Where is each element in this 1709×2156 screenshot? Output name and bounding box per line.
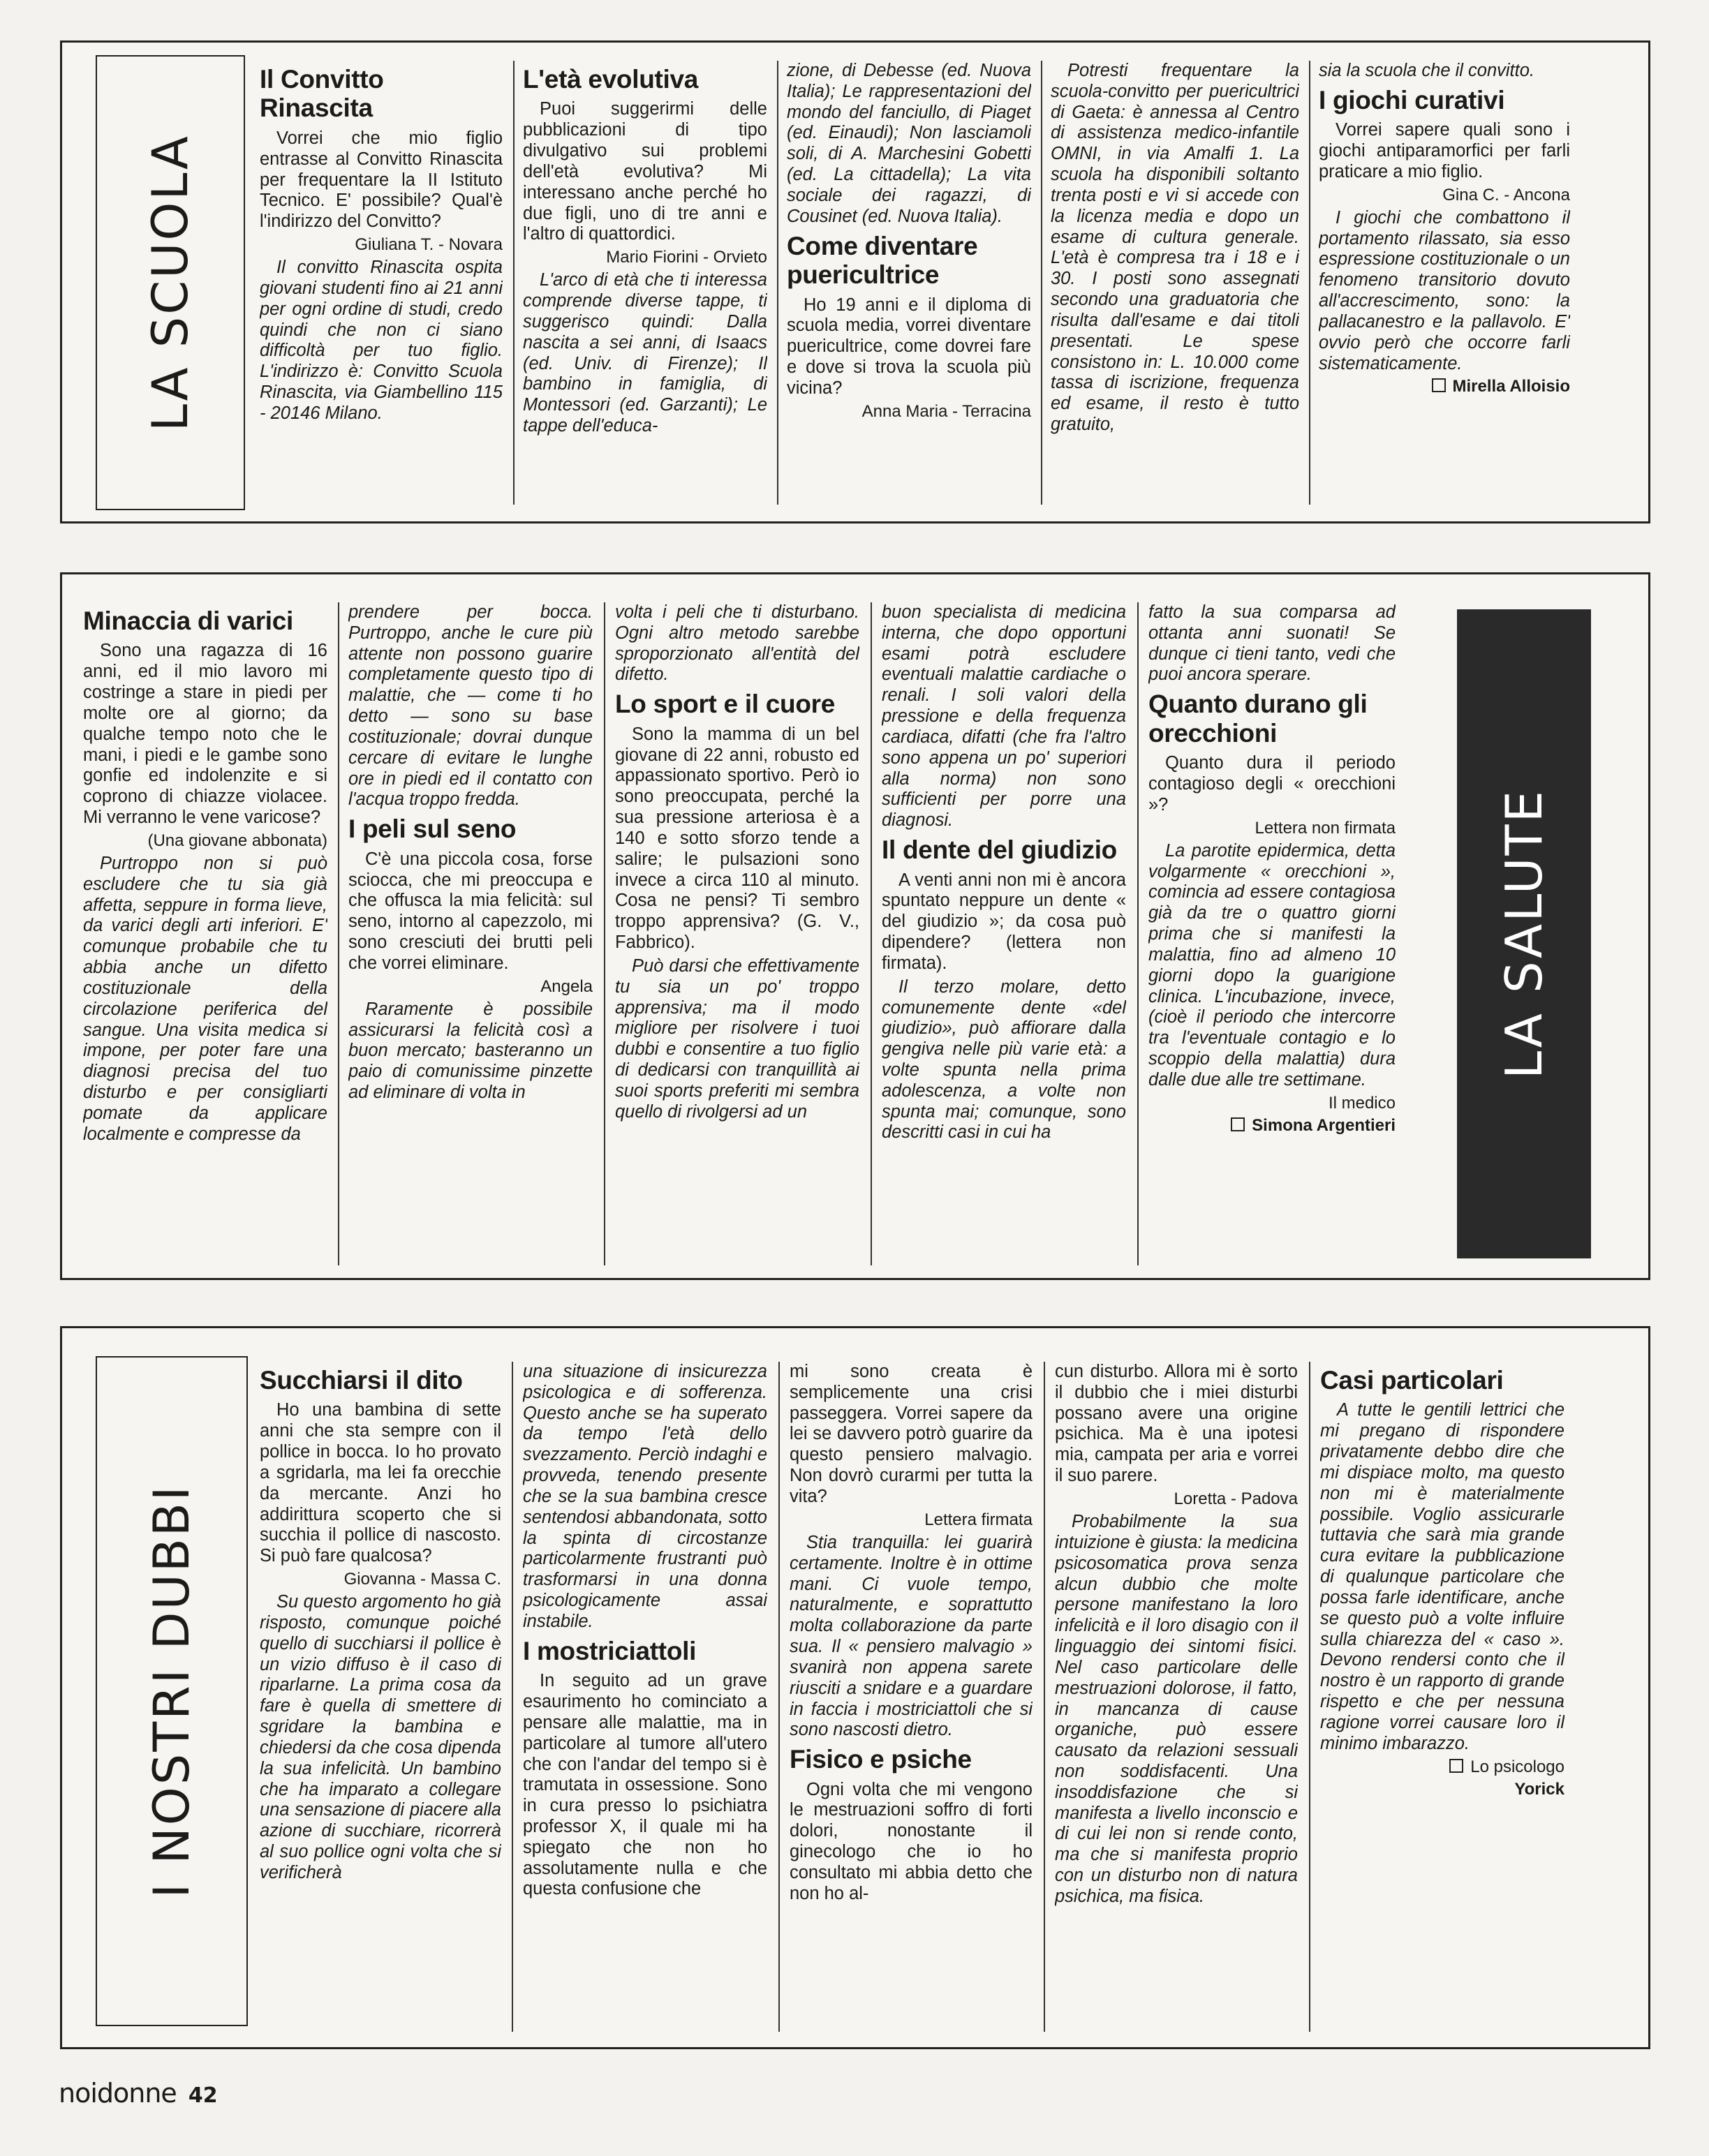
column-2 <box>523 61 767 514</box>
section-label-dubbi: I NOSTRI DUBBI <box>143 1484 200 1898</box>
page-number: 42 <box>188 2083 218 2108</box>
answer-dente-part1: Il terzo molare, detto comunemente dente «del giudizio», può affiorare dalla gengiva nelle più varie età: a volte spunta nella prima adolescenza, a volte non spunta mai; comunque, sono descritti casi in cui ha <box>882 976 1126 1143</box>
author-scuola <box>1319 377 1570 396</box>
author-name-salute: Simona Argentieri <box>1252 1115 1396 1135</box>
answer-dente-part2: fatto la sua comparsa ad ottanta anni suonati! Se dunque ci tieni tanto, vedi che puoi ancora sperare. <box>1148 602 1396 685</box>
answer-puericultrice-part1: Potresti frequentare la scuola-convitto per puericultrici di Gaeta: è annessa al Centro di assistenza medico-infantile OMNI, in via Amalfi 1. La scuola ha disponibili soltanto trenta posti e vi si accede con la licenza media e dopo un esame di cultura generale. L'età è compresa tra i 18 e i 30. I posti sono assegnati secondo una graduatoria che risulta dall'esame e dai titoli presentati. Le spese consistono in: L. 10.000 come tassa di iscrizione, frequenza ed esame, il resto è tutto gratuito, <box>1051 61 1299 435</box>
signature-giochi: Gina C. - Ancona <box>1442 185 1570 205</box>
answer-puericultrice-part2: sia la scuola che il convitto. <box>1319 61 1534 80</box>
answer-eta-part1: L'arco di età che ti interessa comprende diverse tappe, ti suggerisco quindi: Dalla nascita a sei anni, di Isaacs (ed. Univ. di Firenze); Il bambino in famiglia, di Montessori (ed. Garzanti); Le tappe dell'educa- <box>523 270 767 436</box>
column-divider <box>604 602 605 1265</box>
question-dente: A venti anni non mi è ancora spuntato neppure un dente « del giudizio »; da cosa può dipendere? (lettera non firmata). <box>882 870 1126 973</box>
column-divider <box>778 1362 780 2032</box>
article-title-eta: L'età evolutiva <box>523 65 699 94</box>
article-title-dito: Succhiarsi il dito <box>260 1366 463 1395</box>
role-label-dubbi: Lo psicologo <box>1470 1757 1564 1776</box>
section-label-box-dubbi <box>96 1356 248 2026</box>
column-5 <box>1148 602 1396 1271</box>
section-dubbi <box>60 1326 1650 2049</box>
signature-varici: (Una giovane abbonata) <box>147 831 327 850</box>
column-divider <box>871 602 872 1265</box>
column-5 <box>1320 1362 1564 2046</box>
author-name-scuola: Mirella Alloisio <box>1452 377 1570 396</box>
section-salute <box>60 572 1650 1280</box>
signature-mostriciattoli: Lettera firmata <box>924 1510 1033 1529</box>
signature-convitto: Giuliana T. - Novara <box>355 235 503 255</box>
column-3 <box>615 602 859 1271</box>
page-footer <box>59 2078 218 2109</box>
article-title-peli: I peli sul seno <box>348 815 517 844</box>
column-divider <box>338 602 339 1265</box>
column-2 <box>348 602 593 1271</box>
column-1 <box>260 61 503 514</box>
column-divider <box>1041 61 1042 505</box>
column-divider <box>1309 1362 1310 2032</box>
question-convitto: Vorrei che mio figlio entrasse al Convitto Rinascita per frequentare la II Istituto Tecnico. E' possibile? Qual'è l'indirizzo del Convitto? <box>260 128 503 232</box>
answer-fisico: Probabilmente la sua intuizione è giusta: la medicina psicosomatica prova senza alcun dubbio che molte persone manifestano la loro infelicità e il loro disagio con il linguaggio dei sintomi fisici. Nel caso particolare delle mestruazioni dolorose, il fatto, in mancanza di cause organiche, può essere causato da relazioni sessuali non soddisfacenti. Una insoddisfazione che si manifesta a livello inconscio e di cui lei non si rende conto, ma che si manifesta proprio con un disturbo non di natura psichica, ma fisica. <box>1055 1512 1298 1906</box>
column-divider <box>1137 602 1139 1265</box>
article-title-giochi: I giochi curativi <box>1319 85 1505 114</box>
column-1 <box>260 1362 501 2046</box>
signature-dito: Giovanna - Massa C. <box>343 1570 501 1589</box>
question-mostriciattoli-part2: mi sono creata è semplicemente una crisi passeggera. Vorrei sapere da lei se davvero potrò guarire da questo pensiero malvagio. Non dovrò curarmi per tutta la vita? <box>790 1362 1033 1506</box>
signature-orecchioni: Lettera non firmata <box>1255 818 1396 838</box>
signature-fisico: Loretta - Padova <box>1174 1489 1298 1508</box>
square-bullet-icon <box>1231 1117 1245 1131</box>
square-bullet-icon <box>1432 378 1446 392</box>
article-title-mostriciattoli: I mostriciattoli <box>523 1636 697 1665</box>
section-label-box-scuola <box>96 55 245 510</box>
column-3 <box>787 61 1031 514</box>
answer-peli-part1: Raramente è possibile assicurarsi la felicità così a buon mercato; basteranno un paio di comunissime pinzette ad eliminare di volta in <box>348 999 593 1103</box>
answer-sport-part1: Può darsi che effettivamente tu sia un po' troppo apprensiva; ma il modo migliore per risolvere i tuoi dubbi e consentire a tuo figlio di dedicarsi con tranquillità ai suoi sports preferiti mi sembra quello di rivolgersi ad un <box>615 956 859 1122</box>
author-salute <box>1148 1116 1396 1136</box>
column-divider <box>1309 61 1310 505</box>
column-divider <box>512 1362 513 2032</box>
signature-puericultrice: Anna Maria - Terracina <box>861 401 1031 421</box>
column-4 <box>882 602 1126 1271</box>
column-4 <box>1055 1362 1298 2046</box>
section-label-band-salute <box>1457 609 1591 1258</box>
answer-convitto: Il convitto Rinascita ospita giovani studenti fino ai 21 anni per ogni ordine di studi, credo quindi che non ci siano difficoltà per tuo figlio. L'indirizzo è: Convitto Scuola Rinascita, via Giambellino 115 - 20146 Milano. <box>260 258 503 423</box>
article-title-casi: Casi particolari <box>1320 1366 1504 1395</box>
question-dito: Ho una bambina di sette anni che sta sempre con il pollice in bocca. Io ho provato a sgridarla, ma lei fa orecchie da mercante. Anzi ho addirittura scoperto che si succhia il pollice di nascosto. Si può fare qualcosa? <box>260 1400 501 1566</box>
column-1 <box>83 602 327 1271</box>
section-label-salute: LA SALUTE <box>1495 789 1553 1079</box>
question-puericultrice: Ho 19 anni e il diploma di scuola media, vorrei diventare puericultrice, come dovrei fare e dove si trova la scuola più vicina? <box>787 295 1031 398</box>
signature-eta: Mario Fiorini - Orvieto <box>606 248 767 267</box>
answer-varici-part1: Purtroppo non si può escludere che tu sia già affetta, seppure in forma lieve, da varici degli arti inferiori. E' comunque probabile che tu abbia anche un difetto costituzionale della circolazione periferica del sangue. Una visita medica si impone, per poter fare una diagnosi precisa del tuo disturbo e per consigliarti pomate da applicare localmente e compresse da <box>83 853 327 1144</box>
signature-peli: Angela <box>540 976 593 996</box>
column-5 <box>1319 61 1570 514</box>
section-scuola <box>60 40 1650 523</box>
answer-peli-part2: volta i peli che ti disturbano. Ogni altro metodo sarebbe sproporzionato all'entità del difetto. <box>615 602 859 685</box>
answer-dito-part1: Su questo argomento ho già risposto, comunque poiché quello di succhiarsi il pollice è un vizio diffuso è il caso di riparlarne. La prima cosa da fare è quella di smettere di sgridare la bambina e chiedersi da che cosa dipenda la sua infelicità. Un bambino che ha imparato a collegare una sensazione di piacere alla azione di succhiare, ricorrerà al suo pollice ogni volta che si verificherà <box>260 1592 501 1882</box>
magazine-name: noidonne <box>59 2078 177 2109</box>
section-label-scuola: LA SCUOLA <box>142 134 199 431</box>
body-casi: A tutte le gentili lettrici che mi pregano di rispondere privatamente debbo dire che mi dispiace molto, ma questo non mi è materialmente possibile. Voglio assicurarle tuttavia che sarà mia grande cura evitare la pubblicazione di qualunque particolare che possa farle identificare, anche se questo può a volte influire sulla chiarezza del « caso ». Devono rendersi conto che il nostro è un rapporto di grande rispetto e che per nessuna ragione vorrei causare loro il minimo imbarazzo. <box>1320 1400 1564 1753</box>
question-sport: Sono la mamma di un bel giovane di 22 anni, robusto ed appassionato sportivo. Però io sono preoccupata, perché la sua pressione arteriosa è a 140 e sotto sforzo tende a salire; le pulsazioni sono invece a circa 110 al minuto. Cosa ne pensi? Ti sembro troppo apprensiva? (G. V., Fabbrico). <box>615 724 859 953</box>
column-3 <box>790 1362 1033 2046</box>
answer-dito-part2: una situazione di insicurezza psicologica e di sofferenza. Questo anche se ha superato da tempo l'età dello svezzamento. Perciò indaghi e provveda, tenendo presente che se la sua bambina cresce sentendosi abbandonata, sotto la spinta di circostanze particolarmente frustranti può trasformarsi in una donna psicologicamente assai instabile. <box>523 1362 767 1631</box>
question-eta: Puoi suggerirmi delle pubblicazioni di tipo divulgativo sui problemi dell'età evolutiva? Mi interessano anche perché ho due figli, uno di tre anni e l'altro di quattordici. <box>523 99 767 244</box>
answer-orecchioni: La parotite epidermica, detta volgarmente « orecchioni », comincia ad essere contagiosa già da tre o quattro giorni prima che si manifesti la malattia, fino ad almeno 10 giorni dopo la guarigione clinica. L'incubazione, invece, (cioè il periodo che intercorre tra l'eventuale contagio e lo scoppio della malattia) dura dalle due alle tre settimane. <box>1148 840 1396 1090</box>
question-fisico-part2: cun disturbo. Allora mi è sorto il dubbio che i miei disturbi possano avere una origine psichica. Ma è una ipotesi mia, campata per aria e vorrei il suo parere. <box>1055 1362 1298 1486</box>
question-fisico-part1: Ogni volta che mi vengono le mestruazioni soffro di forti dolori, nonostante il ginecologo che io ho consultato mi abbia detto che non ho al- <box>790 1779 1033 1903</box>
square-bullet-icon <box>1449 1759 1463 1773</box>
article-title-orecchioni: Quanto durano gli orecchioni <box>1148 690 1368 748</box>
question-giochi: Vorrei sapere quali sono i giochi antiparamorfici per farli praticare a mio figlio. <box>1319 120 1570 181</box>
role-salute: Il medico <box>1328 1093 1396 1113</box>
article-title-sport: Lo sport e il cuore <box>615 690 836 719</box>
author-dubbi: Yorick <box>1514 1779 1564 1799</box>
article-title-dente: Il dente del giudizio <box>882 835 1117 865</box>
question-varici: Sono una ragazza di 16 anni, ed il mio lavoro mi costringe a stare in piedi per molte ore al giorno; da qualche tempo noto che le mani, i piedi e le gambe sono gonfie ed indolenzite e si coprono di chiazze violacee. Mi verranno le vene varicose? <box>83 641 327 828</box>
answer-sport-part2: buon specialista di medicina interna, che dopo opportuni esami potrà escludere eventuali malattie cardiache o renali. I soli valori della pressione e della frequenza cardiaca, difatti (che fra l'altro sono appena un po' superiori alla norma) non sono sufficienti per porre una diagnosi. <box>882 602 1126 831</box>
question-peli: C'è una piccola cosa, forse sciocca, che mi preoccupa e che offusca la mia felicità: sul seno, intorno al capezzolo, mi sono cresciuti dei brutti peli che vorrei eliminare. <box>348 849 593 973</box>
answer-eta-part2: zione, di Debesse (ed. Nuova Italia); Le rappresentazioni del mondo del fanciullo, di Piaget (ed. Einaudi); Non lasciamoli soli, di A. Marchesini Gobetti (ed. La cittadella); La vita sociale dei ragazzi, di Cousinet (ed. Nuova Italia). <box>787 61 1031 226</box>
article-title-fisico: Fisico e psiche <box>790 1745 972 1774</box>
role-dubbi <box>1320 1757 1564 1777</box>
column-divider <box>513 61 515 505</box>
article-title-puericultrice: Come diventare puericultrice <box>787 231 978 290</box>
article-title-varici: Minaccia di varici <box>83 607 294 635</box>
question-orecchioni: Quanto dura il periodo contagioso degli « orecchioni »? <box>1148 753 1396 815</box>
column-2 <box>523 1362 767 2046</box>
column-divider <box>777 61 778 505</box>
article-title-convitto: Il Convitto Rinascita <box>260 65 384 123</box>
answer-varici-part2: prendere per bocca. Purtroppo, anche le cure più attente non possono guarire completamente questo tipo di malattie, che — come ti ho detto — sono su base costituzionale; dovrai dunque cercare di evitare le lunghe ore in piedi ed il contatto con l'acqua troppo fredda. <box>348 602 593 810</box>
answer-giochi: I giochi che combattono il portamento rilassato, sia esso espressione costituzionale o un fenomeno transitorio dovuto all'accrescimento, sono: la pallacanestro e la pallavolo. E' ovvio però che occorre farli sistematicamente. <box>1319 207 1570 373</box>
question-mostriciattoli-part1: In seguito ad un grave esaurimento ho cominciato a pensare alle malattie, ma in particolare al tumore all'utero che con l'andar del tempo si è tramutata in ossessione. Sono in cura presso lo psichiatra professor X, il quale mi ha spiegato che non ho assolutamente nulla e che questa confusione che <box>523 1671 767 1899</box>
column-divider <box>1044 1362 1045 2032</box>
column-4 <box>1051 61 1299 514</box>
answer-mostriciattoli: Stia tranquilla: lei guarirà certamente. Inoltre è in ottime mani. Ci vuole tempo, naturalmente, e soprattutto molta collaborazione da parte sua. Il « pensiero malvagio » svanirà non appena sarete riusciti a snidare e a guardare in faccia i mostriciattoli che si sono nascosti dietro. <box>790 1532 1033 1740</box>
